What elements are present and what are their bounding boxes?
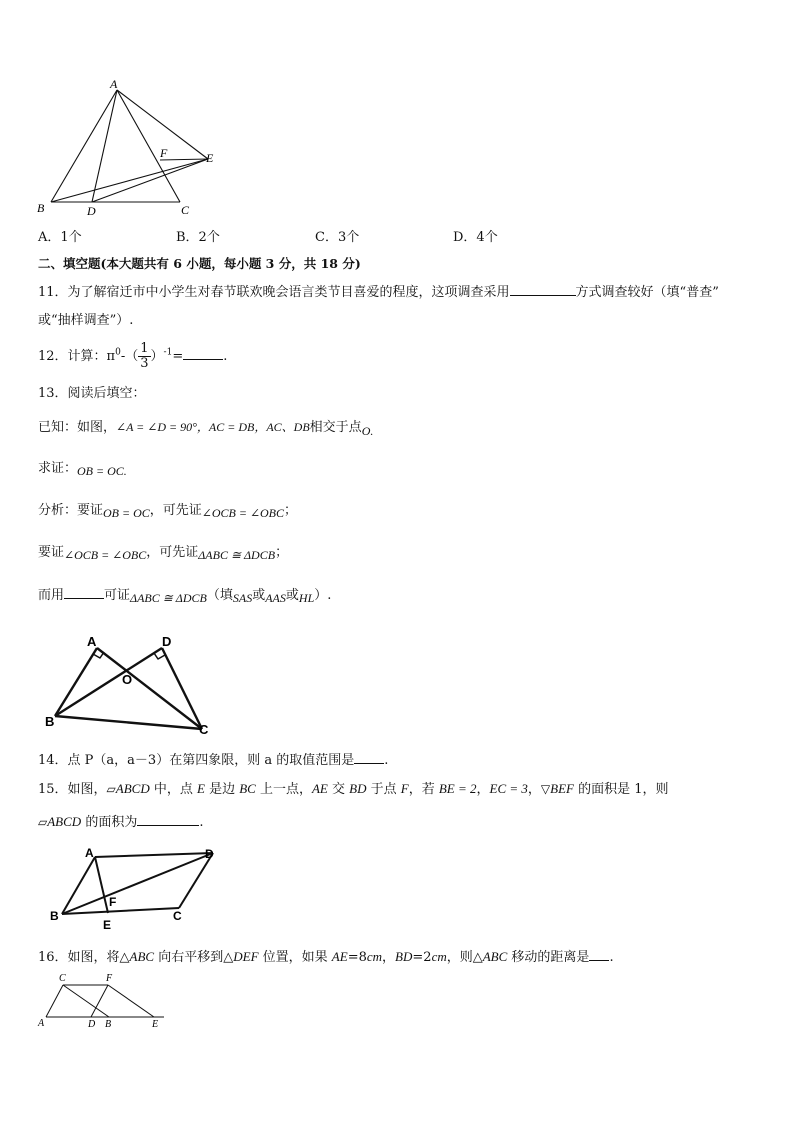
q10-label-e: E [206, 151, 214, 165]
q10-label-b: B [37, 201, 45, 215]
q10-option-d: D．4个 [453, 230, 498, 245]
q13-label-b: B [45, 714, 55, 729]
q11-answer-blank [510, 281, 576, 296]
q13-figure [40, 630, 230, 740]
q16-label-e: E [152, 1019, 159, 1030]
parallelogram-icon: ▱ [38, 815, 48, 829]
q13-analysis: 分析：要证OB = OC，可先证∠OCB = ∠OBC； [38, 503, 298, 520]
q12-answer-blank [183, 345, 223, 360]
q15-label-e: E [103, 918, 112, 932]
q10-option-b: B．2个 [176, 230, 220, 245]
q13-label-a: A [87, 634, 97, 649]
q12-fraction: $\frac{1}{3}$ [140, 341, 149, 371]
q10-figure [30, 74, 230, 224]
q16-answer-blank [589, 946, 609, 961]
q15-answer-blank [137, 811, 199, 826]
section-title: 二、填空题(本大题共有 6 小题，每小题 3 分，共 18 分) [38, 256, 361, 271]
q15-label-f: F [109, 895, 117, 909]
q15-label-a: A [85, 846, 94, 860]
parallelogram-icon: ▱ [106, 782, 116, 796]
q13-step: 要证∠OCB = ∠OBC，可先证ΔABC ≅ ΔDCB； [38, 545, 289, 562]
q15-line2: ▱ABCD 的面积为 . [38, 811, 203, 832]
q10-label-f: F [160, 146, 168, 160]
q16-figure [34, 968, 174, 1033]
q16-label-f: F [106, 973, 113, 984]
q10-option-c: C．3个 [315, 230, 360, 245]
q11-line1: 11．为了解宿迁市中小学生对春节联欢晚会语言类节目喜爱的程度，这项调查采用 方式调查较好（填“普查” [38, 281, 719, 302]
q16-label-d: D [88, 1019, 96, 1030]
q10-label-a: A [110, 77, 118, 91]
q14-line: 14．点 P（a，a－3）在第四象限，则 a 的取值范围是 . [38, 749, 388, 770]
q15-figure [45, 840, 230, 935]
q15-label-d: D [205, 847, 214, 861]
q13-label-c: C [199, 722, 209, 737]
q13-known: 已知：如图，∠A = ∠D = 90°，AC = DB，AC、DB相交于点O. [38, 420, 374, 438]
triangle-icon: ▽ [540, 782, 551, 796]
q16-line: 16．如图，将△ABC 向右平移到△DEF 位置，如果 AE=8cm，BD=2cm，则△ABC 移动的距离是 . [38, 946, 614, 967]
q15-label-c: C [173, 909, 182, 923]
q15-line1: 15．如图，▱ABCD 中，点 E 是边 BC 上一点，AE 交 BD 于点 F，若 BE = 2，EC = 3，▽BEF 的面积是 1，则 [38, 781, 669, 797]
q13-use: 而用 可证ΔABC ≅ ΔDCB（填SAS或AAS或HL）. [38, 584, 331, 605]
q14-answer-blank [354, 749, 384, 764]
q10-option-a: A．1个 [38, 230, 82, 245]
q13-answer-blank [64, 584, 104, 599]
q16-label-a: A [38, 1018, 45, 1029]
q13-prove: 求证：OB = OC. [38, 461, 127, 478]
q15-label-b: B [50, 909, 59, 923]
q13-label-d: D [162, 634, 172, 649]
q11-line2: 或“抽样调查”）. [38, 313, 134, 328]
q13-label-o: O [122, 672, 133, 687]
q12-line: 12．计算：$\pi^0-$（ $\frac{1}{3}$ ）$^{-1}$= . [38, 341, 228, 371]
q13-title: 13．阅读后填空： [38, 386, 146, 401]
q16-label-c: C [59, 973, 66, 984]
q16-label-b: B [105, 1019, 112, 1030]
q10-label-d: D [87, 204, 96, 218]
q10-label-c: C [181, 203, 190, 217]
